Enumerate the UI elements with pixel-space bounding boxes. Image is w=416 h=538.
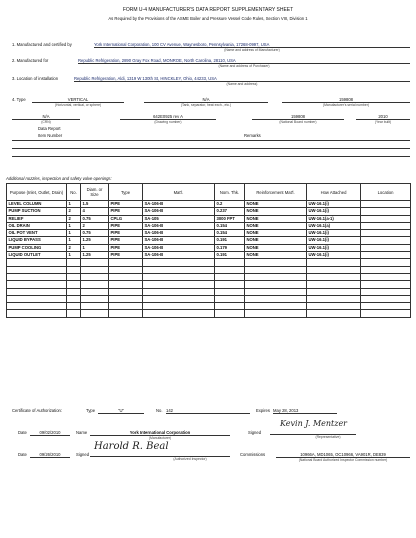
date-label-1: Date [18,430,27,435]
table-cell [361,208,411,215]
table-cell [245,310,307,317]
table-row [7,230,411,237]
table-cell [109,288,143,295]
table-cell [307,281,361,288]
table-cell [215,273,245,280]
column-header: Diam. or Size [81,184,109,201]
table-cell [7,310,67,317]
table-cell: SA-106-B [143,244,215,251]
table-cell [307,310,361,317]
table-row [7,222,411,229]
table-cell: 0.154 [215,222,245,229]
table-cell: UW-16.1(a) [307,222,361,229]
crn-caption: (CRN) [41,120,51,124]
empty-table-row [7,281,411,288]
table-cell [7,259,67,266]
table-cell: NONE [245,208,307,215]
table-cell: 0.191 [215,237,245,244]
table-cell: PIPE [109,222,143,229]
empty-table-row [7,310,411,317]
table-cell: UW-16.1(i) [307,237,361,244]
table-cell [143,310,215,317]
table-row [7,201,411,208]
table-cell: UW-16.1(i) [307,244,361,251]
table-cell [81,303,109,310]
table-cell: NONE [245,215,307,222]
table-row [7,208,411,215]
table-cell [361,310,411,317]
empty-table-row [7,266,411,273]
nozzle-table-body [7,201,411,318]
table-cell [361,237,411,244]
table-cell: PUMP COOLING [7,244,67,251]
table-cell [361,281,411,288]
table-cell: 0.2 [215,201,245,208]
table-cell [307,266,361,273]
date-value-2: 09/26/2010 [30,452,70,458]
year-caption: (Year built) [374,120,392,124]
table-cell [215,259,245,266]
table-cell [81,281,109,288]
column-header: Nom. Thk. [215,184,245,201]
table-cell [67,266,81,273]
table-cell [143,288,215,295]
table-cell: SA-106-B [143,208,215,215]
purchaser-caption: (Name and address of Purchaser) [218,64,270,68]
certificate-no-label: No. [156,408,163,413]
manufacturer-value: York International Corporation, 100 CV Avenue, Waynesboro, Pennsylvania, 17268-0997, USA [94,42,410,48]
table-cell: 0.75 [81,215,109,222]
table-cell: 1 [81,244,109,251]
table-cell [245,259,307,266]
table-cell [143,266,215,273]
manufacturer-name-value: York International Corporation [90,430,230,436]
table-cell: SA-105 [143,215,215,222]
table-cell [67,295,81,302]
table-cell: PUMP SUCTION [7,208,67,215]
table-cell [67,310,81,317]
table-cell [361,230,411,237]
table-cell [361,303,411,310]
table-cell [67,281,81,288]
table-cell: 2 [67,215,81,222]
type-value: VERTICAL [32,97,124,103]
column-header: How Attached [307,184,361,201]
table-cell [109,273,143,280]
table-cell: SA-106-B [143,237,215,244]
table-cell [7,266,67,273]
table-cell [215,266,245,273]
date-value-1: 09/02/2010 [30,430,70,436]
table-cell: 0.154 [215,230,245,237]
table-row [7,215,411,222]
table-cell [245,273,307,280]
table-cell [67,288,81,295]
table-cell: NONE [245,237,307,244]
table-cell [307,295,361,302]
manufacturer-caption: (Name and address of Manufacturer) [224,48,280,52]
table-cell: 2 [67,244,81,251]
table-cell [109,303,143,310]
table-cell: 0.179 [215,244,245,251]
table-cell [143,259,215,266]
table-cell: CPLG [109,215,143,222]
table-cell [109,281,143,288]
representative-caption: (Representative) [315,435,341,439]
table-cell [67,303,81,310]
table-cell [361,288,411,295]
form-subtitle: As Required by the Provisions of the ASME Boiler and Pressure Vessel Code Rules, Section VIII, Division 1 [108,16,308,21]
installation-caption: (Name and address) [226,82,258,86]
table-cell [7,273,67,280]
table-cell [81,259,109,266]
signed-label-1: Signed [248,430,262,435]
table-cell [67,259,81,266]
table-cell: SA-106-B [143,230,215,237]
table-cell: OIL POT VENT [7,230,67,237]
signed-label-2: Signed [76,452,90,457]
table-cell [307,303,361,310]
certificate-type-label: Type [86,408,96,413]
table-cell [361,273,411,280]
column-header: No. [67,184,81,201]
table-cell [143,303,215,310]
year-value: 2010 [356,114,410,120]
table-cell [245,303,307,310]
table-cell: RELIEF [7,215,67,222]
table-cell: UW-16.1(i) [307,252,361,259]
table-cell [7,288,67,295]
table-cell: SA-106-B [143,252,215,259]
table-cell [307,259,361,266]
table-cell: NONE [245,244,307,251]
column-header: Purpose (Inlet, Outlet, Drain) [7,184,67,201]
table-row [7,252,411,259]
table-cell: 0.237 [215,208,245,215]
table-cell: PIPE [109,201,143,208]
table-cell [245,281,307,288]
table-cell: UW-16.1(a-1) [307,215,361,222]
table-cell: SA-106-B [143,222,215,229]
empty-table-row [7,288,411,295]
table-cell [361,222,411,229]
table-cell [109,266,143,273]
nozzle-table [6,183,411,318]
table-cell [109,259,143,266]
empty-table-row [7,273,411,280]
table-cell: LIQUID BYPASS [7,237,67,244]
table-cell [143,273,215,280]
manufacturer-name-caption: (Manufacturer) [148,436,172,440]
serial-caption: (Manufacturer's serial number) [322,103,370,107]
item-number-label: Item Number [38,133,63,138]
table-cell [81,288,109,295]
table-cell: 3000 FPT [215,215,245,222]
nozzle-table-header [7,184,411,201]
table-cell [81,273,109,280]
table-cell [307,273,361,280]
certificate-label: Certificate of Authorization: [12,408,63,413]
table-cell [81,310,109,317]
table-cell: 1.25 [81,237,109,244]
serial-value: 159808 [282,97,410,103]
table-cell [215,303,245,310]
installation-value: Republic Refrigeration, Aldi, 1319 W 130th St, HINCKLEY, Ohio, 44233, USA [74,76,410,82]
installation-label: 3. Location of installation [12,76,59,81]
table-cell: SA-106-B [143,201,215,208]
table-cell [361,266,411,273]
expires-value: May 28, 2013 [273,408,337,414]
table-row [7,244,411,251]
table-cell: UW-16.1(i) [307,201,361,208]
certificate-type-value: "U" [98,408,144,414]
table-cell: NONE [245,201,307,208]
table-cell [361,215,411,222]
expires-label: Expires [256,408,270,413]
table-cell [7,295,67,302]
tank-value: N/A [144,97,268,103]
table-cell [109,295,143,302]
table-cell: OIL DRAIN [7,222,67,229]
table-cell: NONE [245,252,307,259]
table-cell [7,281,67,288]
table-cell: 1.25 [81,252,109,259]
table-cell [7,303,67,310]
table-cell [143,281,215,288]
type-caption: (Horizontal, vertical, or sphere) [54,103,102,107]
commissions-label: Commissions [240,452,266,457]
crn-value: N/A [12,114,80,120]
column-header: Location [361,184,411,201]
table-cell: PIPE [109,252,143,259]
table-cell: LIQUID OUTLET [7,252,67,259]
table-cell [81,295,109,302]
table-cell [215,288,245,295]
column-header: Reinforcement Mat'l. [245,184,307,201]
column-header: Type [109,184,143,201]
data-report-label: Data Report [38,126,61,131]
table-cell: UW-16.1(i) [307,230,361,237]
table-cell [361,259,411,266]
drawing-caption: (Drawing number) [154,120,182,124]
table-cell: PIPE [109,237,143,244]
item-remarks-rule [12,156,410,157]
table-cell [245,266,307,273]
nb-caption: (National Board number) [279,120,317,124]
inspector-caption: (Authorized Inspector) [173,457,207,461]
table-cell: 0.75 [81,230,109,237]
table-cell: 0.191 [215,252,245,259]
nozzles-heading: Additional nozzles, inspection and safety valve openings: [6,176,112,181]
table-cell [143,295,215,302]
type-label: 4. Type [12,97,26,102]
table-cell [215,281,245,288]
item-remarks-rule [12,148,410,149]
table-cell: LEVEL COLUMN [7,201,67,208]
table-cell: 4 [81,208,109,215]
column-header: Mat'l. [143,184,215,201]
table-cell [245,295,307,302]
table-cell [361,295,411,302]
table-cell: PIPE [109,230,143,237]
table-cell [109,310,143,317]
table-cell: 1 [67,237,81,244]
table-cell: NONE [245,222,307,229]
table-cell: 2 [67,208,81,215]
table-cell: UW-16.1(i) [307,208,361,215]
purchaser-label: 2. Manufactured for [12,58,49,63]
table-cell: 2 [81,222,109,229]
empty-table-row [7,303,411,310]
empty-table-row [7,295,411,302]
table-cell [245,288,307,295]
manufacturer-label: 1. Manufactured and certified by [12,42,72,47]
table-cell [361,252,411,259]
table-cell: PIPE [109,208,143,215]
table-cell [215,295,245,302]
table-cell: 1 [67,222,81,229]
inspector-signature: Harold R. Beal [94,441,169,452]
remarks-label: Remarks [244,133,261,138]
form-title: FORM U-4 MANUFACTURER'S DATA REPORT SUPPLEMENTARY SHEET [122,7,294,13]
drawing-value: 642E0925 rev A [120,114,216,120]
tank-caption: (Tank, separator, heat exch., etc.) [180,103,232,107]
representative-signature: Kevin J. Mentzer [280,419,348,428]
table-cell: 1 [67,252,81,259]
table-cell: 1.5 [81,201,109,208]
nb-value: 159808 [252,114,344,120]
table-cell [215,310,245,317]
item-remarks-rule [12,140,410,141]
purchaser-value: Republic Refrigeration, 2890 Gray Fox Road, MONROE, North Carolina, 28110, USA [78,58,410,64]
name-label: Name [76,430,88,435]
date-label-2: Date [18,452,27,457]
empty-table-row [7,259,411,266]
table-cell [361,244,411,251]
commissions-value: 10966A, MD1065, OC10966, VA901R, DE839 [276,452,410,458]
table-row [7,237,411,244]
table-cell: 1 [67,230,81,237]
table-cell [81,266,109,273]
table-cell: PIPE [109,244,143,251]
commissions-caption: (National Board Authorized Inspector Commission number) [298,458,388,462]
table-cell: NONE [245,230,307,237]
table-cell [307,288,361,295]
table-cell: 1 [67,201,81,208]
table-cell [67,273,81,280]
table-cell [361,201,411,208]
certificate-no-value: 142 [166,408,250,414]
